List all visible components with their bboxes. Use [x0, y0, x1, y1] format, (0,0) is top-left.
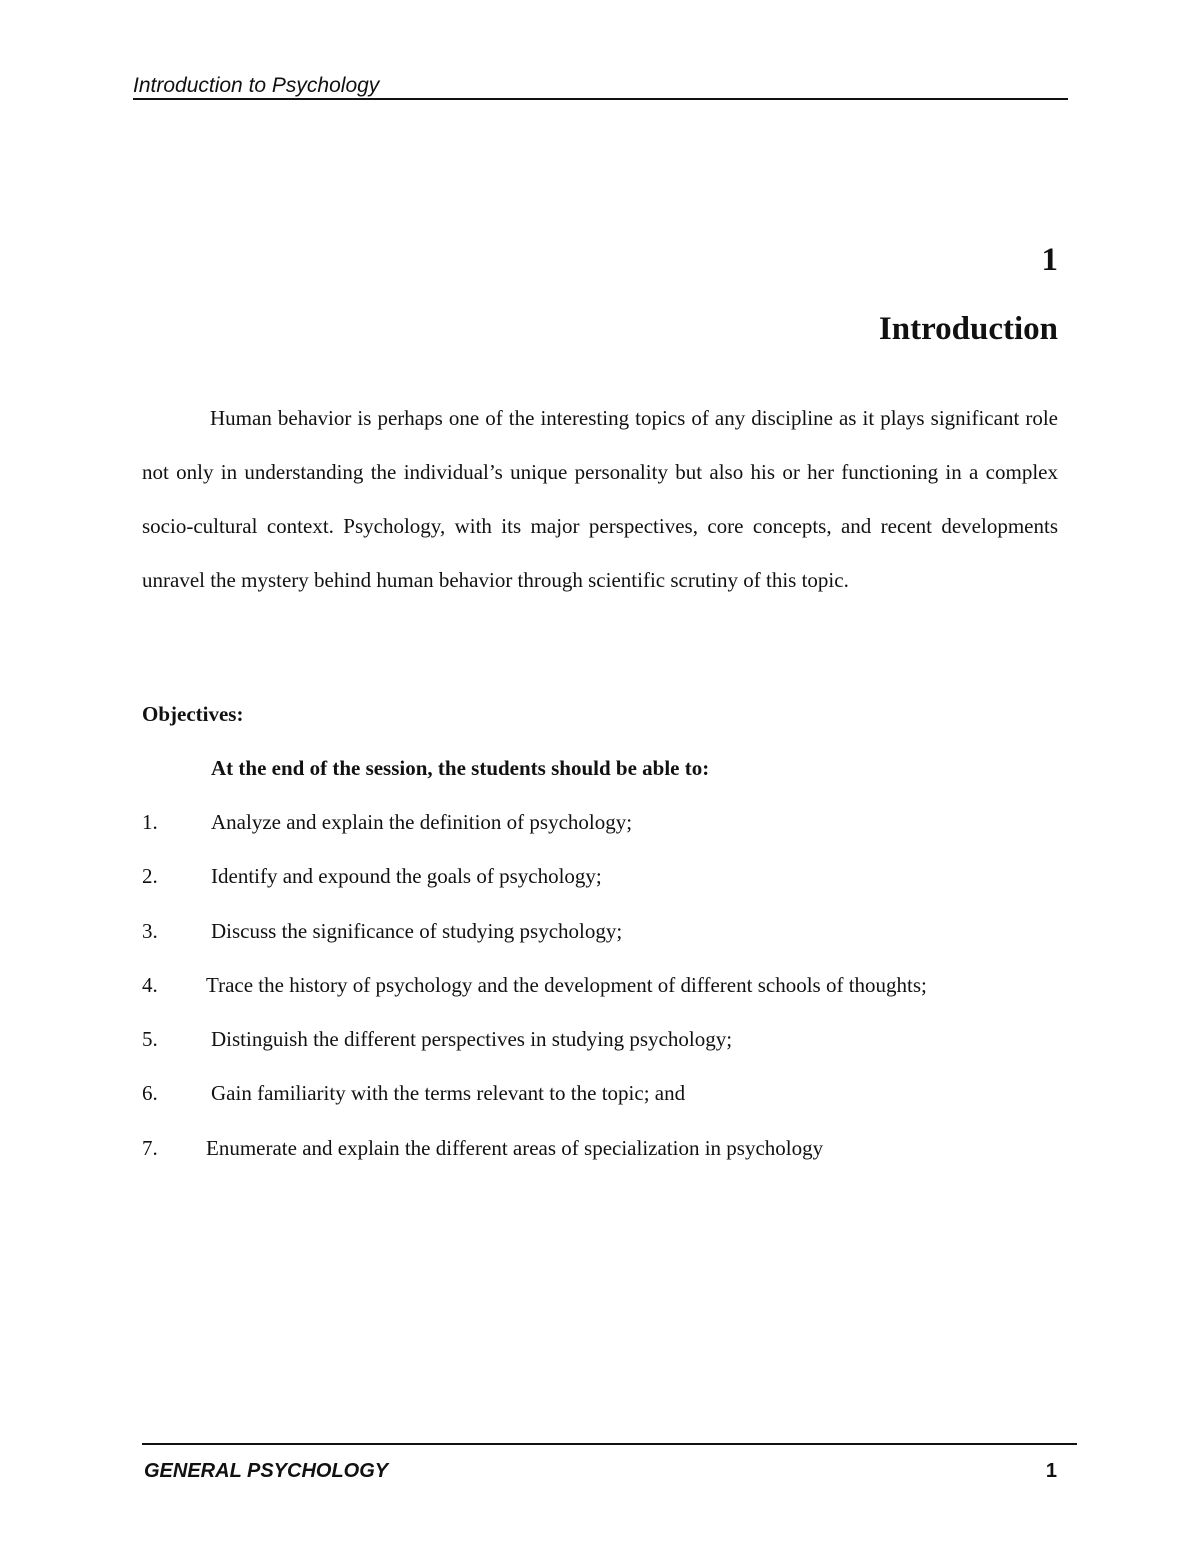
objectives-intro: At the end of the session, the students should be able to:	[211, 756, 710, 780]
chapter-number: 1	[1041, 242, 1058, 278]
list-item-number: 2.	[142, 864, 158, 889]
list-item-number: 1.	[142, 810, 158, 834]
list-item-text: Enumerate and explain the different areas of specialization in psychology	[206, 1135, 824, 1160]
list-item	[142, 971, 1058, 1025]
list-item-text: Gain familiarity with the terms relevant to the topic; and	[211, 1081, 686, 1106]
list-item-text: Trace the history of psychology and the development of different schools of thoughts;	[206, 972, 927, 997]
list-item-text: Analyze and explain the definition of psychology;	[211, 810, 633, 834]
footer-page-number: 1	[1045, 1460, 1057, 1482]
footer-rule	[142, 1443, 1077, 1445]
list-item	[142, 1079, 1058, 1133]
list-item	[142, 1134, 1058, 1188]
list-item-number: 4.	[142, 972, 158, 997]
list-item-number: 5.	[142, 1027, 158, 1052]
list-item	[142, 808, 1058, 862]
list-item-text: Identify and expound the goals of psychology;	[211, 864, 602, 889]
list-item-number: 3.	[142, 918, 158, 943]
running-header-title: Introduction to Psychology	[133, 74, 1068, 100]
objectives-list	[142, 808, 1058, 1188]
list-item	[142, 917, 1058, 971]
footer-course-title: GENERAL PSYCHOLOGY	[144, 1460, 389, 1482]
objectives-heading: Objectives:	[142, 702, 244, 726]
list-item-number: 6.	[142, 1081, 158, 1106]
chapter-title: Introduction	[878, 311, 1058, 347]
list-item	[142, 1025, 1058, 1079]
intro-paragraph: Human behavior is perhaps one of the interesting topics of any discipline as it plays significant role not only in understanding the individual’s unique personality but also his or her functioning in a complex socio-cultural context. Psychology, with its major perspectives, core concepts, and recent developments unravel the mystery behind human behavior through scientific scrutiny of this topic.	[142, 406, 1058, 592]
list-item-text: Discuss the significance of studying psychology;	[211, 918, 623, 943]
list-item-number: 7.	[142, 1135, 158, 1160]
list-item-text: Distinguish the different perspectives in studying psychology;	[211, 1027, 733, 1052]
list-item	[142, 862, 1058, 916]
